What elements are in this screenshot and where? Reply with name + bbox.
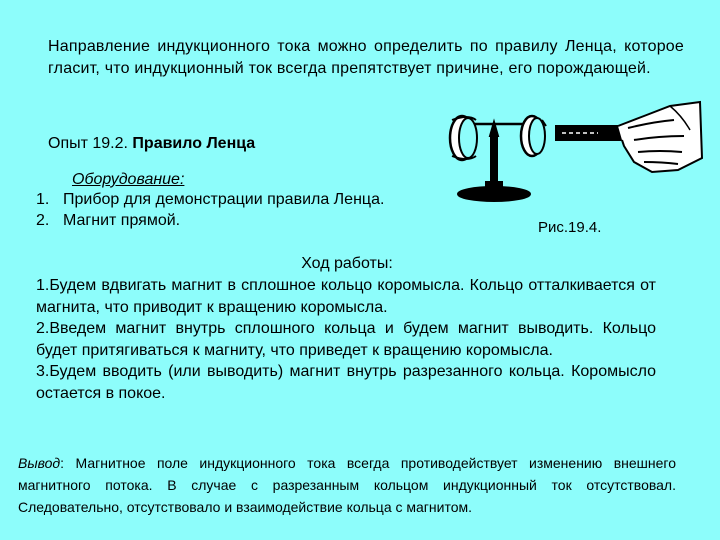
experiment-name: Правило Ленца bbox=[132, 135, 256, 152]
intro-paragraph: Направление индукционного тока можно определить по правилу Ленца, которое гласит, что индукционный ток всегда препятствует причине, его порождающей. bbox=[48, 38, 684, 77]
list-item-text: Прибор для демонстрации правила Ленца. bbox=[63, 191, 385, 208]
experiment-title bbox=[48, 134, 255, 154]
equipment-list bbox=[36, 189, 384, 231]
list-item bbox=[36, 189, 384, 210]
procedure-step: 2.Введем магнит внутрь сплошного кольца и будем магнит выводить. Кольцо будет притягиваться к магниту, что приведет к вращению коромысла. bbox=[36, 320, 656, 359]
conclusion-text: : Магнитное поле индукционного тока всегда противодействует изменению внешнего магнитного потока. В случае с разрезанным кольцом индукционный ток отсутствовал. Следовательно, отсутствовало и взаимодействие кольца с магнитом. bbox=[18, 455, 676, 515]
equipment-heading: Оборудование: bbox=[72, 171, 185, 188]
list-item bbox=[36, 210, 384, 231]
list-item-text: Магнит прямой. bbox=[63, 212, 181, 229]
procedure-step: 3.Будем вводить (или выводить) магнит внутрь разрезанного кольца. Коромысло остается в покое. bbox=[36, 363, 656, 402]
conclusion-paragraph bbox=[18, 452, 676, 518]
figure-caption: Рис.19.4. bbox=[538, 219, 602, 236]
experiment-prefix: Опыт 19.2. bbox=[48, 135, 128, 152]
procedure-step: 1.Будем вдвигать магнит в сплошное кольцо коромысла. Кольцо отталкивается от магнита, что приводит к вращению коромысла. bbox=[36, 277, 656, 316]
conclusion-label: Вывод bbox=[18, 455, 61, 471]
lenz-device-illustration bbox=[438, 96, 706, 208]
procedure-heading: Ход работы: bbox=[301, 255, 393, 272]
list-item-number: 1. bbox=[36, 191, 50, 208]
procedure-steps bbox=[36, 275, 656, 404]
list-item-number: 2. bbox=[36, 212, 50, 229]
